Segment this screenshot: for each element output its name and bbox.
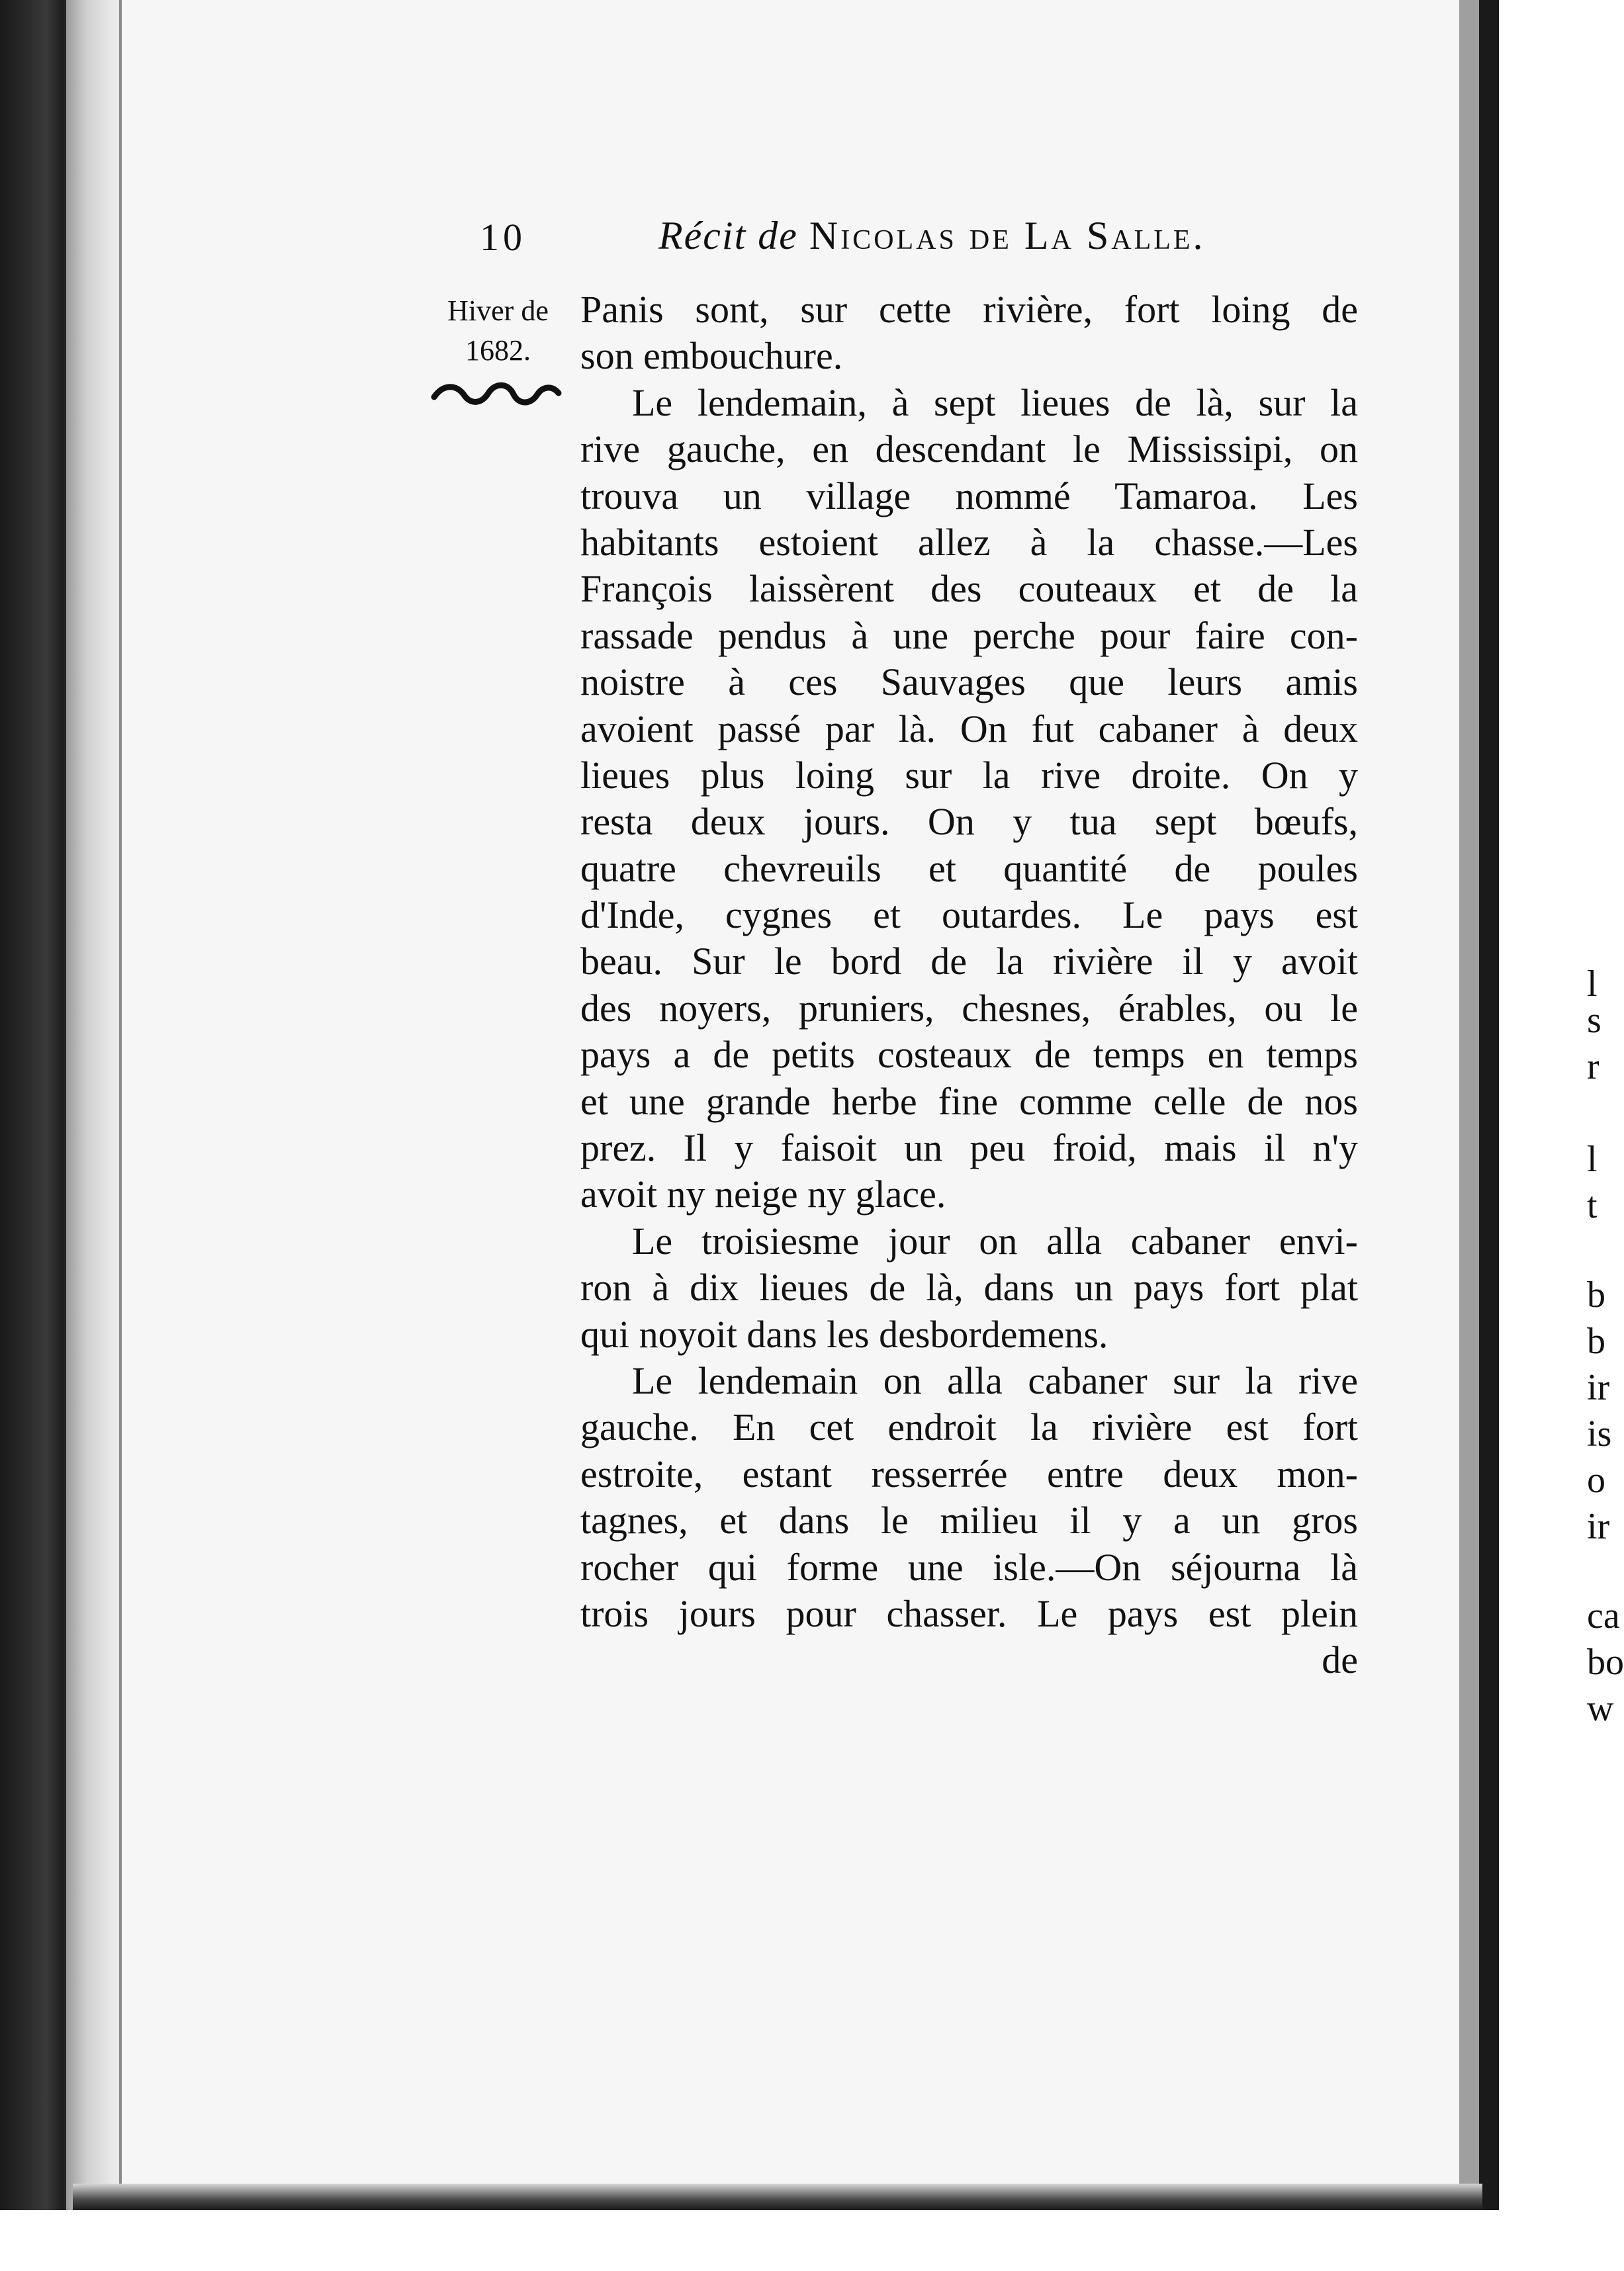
text-line: resta deux jours. On y tua sept bœufs, — [580, 800, 1358, 844]
page-bottom-edge — [73, 2184, 1482, 2210]
facing-fragment: l — [1587, 963, 1598, 1004]
text-line: lieues plus loing sur la rive droite. On y — [580, 753, 1358, 797]
text-line: pays a de petits costeaux de temps en temps — [580, 1033, 1358, 1077]
scan-bottom-margin — [0, 2210, 1612, 2271]
text-line: trois jours pour chasser. Le pays est plein — [580, 1591, 1358, 1635]
text-line: ron à dix lieues de là, dans un pays fort plat — [580, 1266, 1358, 1310]
facing-fragment: b — [1587, 1321, 1605, 1362]
text-line: avoient passé par là. On fut cabaner à deux — [580, 707, 1358, 750]
facing-fragment: r — [1587, 1046, 1600, 1087]
text-line: d'Inde, cygnes et outardes. Le pays est — [580, 893, 1358, 937]
text-line: avoit ny neige ny glace. — [580, 1173, 946, 1216]
text-line: qui noyoit dans les desbordemens. — [580, 1312, 1108, 1356]
text-line: quatre chevreuils et quantité de poules — [580, 846, 1358, 890]
margin-note-line: 1682. — [465, 334, 531, 367]
facing-fragment: s — [1587, 1000, 1601, 1041]
running-head — [658, 213, 1206, 259]
margin-note-line: Hiver de — [447, 294, 549, 327]
running-head-smallcaps: Nicolas de La Salle. — [809, 214, 1206, 257]
facing-fragment: l — [1587, 1139, 1598, 1180]
facing-fragment: b — [1587, 1274, 1605, 1315]
text-line: François laissèrent des couteaux et de la — [580, 567, 1358, 611]
text-line: noistre à ces Sauvages que leurs amis — [580, 660, 1358, 704]
text-line: rive gauche, en descendant le Mississipi, on — [580, 427, 1358, 471]
text-line: prez. Il y faisoit un peu froid, mais il n'y — [580, 1126, 1358, 1170]
margin-note — [433, 291, 563, 371]
text-line: estroite, estant resserrée entre deux mon- — [580, 1452, 1358, 1495]
facing-fragment: t — [1587, 1185, 1598, 1226]
facing-fragment: is — [1587, 1413, 1612, 1454]
text-line: beau. Sur le bord de la rivière il y avoit — [580, 940, 1358, 983]
wavy-ornament-icon — [430, 371, 563, 410]
running-head-italic: Récit de — [658, 214, 798, 257]
text-line: des noyers, pruniers, chesnes, érables, ou le — [580, 986, 1358, 1030]
body-text — [580, 287, 1358, 1684]
facing-fragment: ca — [1587, 1595, 1620, 1636]
facing-fragment: w — [1587, 1688, 1614, 1729]
catchword: de — [1322, 1638, 1358, 1682]
text-line: habitants estoient allez à la chasse.—Les — [580, 520, 1358, 564]
text-line: Panis sont, sur cette rivière, fort loing de — [580, 288, 1358, 331]
text-line: et une grande herbe fine comme celle de nos — [580, 1079, 1358, 1123]
text-line: tagnes, et dans le milieu il y a un gros — [580, 1499, 1358, 1542]
text-line: son embouchure. — [580, 334, 843, 378]
facing-fragment: bo — [1587, 1642, 1624, 1683]
text-line: Le lendemain on alla cabaner sur la rive — [632, 1358, 1358, 1402]
facing-fragment: ir — [1587, 1367, 1610, 1408]
text-line: Le lendemain, à sept lieues de là, sur la — [632, 380, 1358, 424]
facing-fragment: ir — [1587, 1506, 1610, 1547]
text-line: gauche. En cet endroit la rivière est fort — [580, 1405, 1358, 1449]
text-line: Le troisiesme jour on alla cabaner envi- — [632, 1219, 1358, 1263]
text-line: trouva un village nommé Tamaroa. Les — [580, 474, 1358, 517]
text-line: rocher qui forme une isle.—On séjourna là — [580, 1545, 1358, 1589]
facing-page — [1499, 0, 1612, 2271]
page-number: 10 — [480, 216, 526, 259]
text-line: rassade pendus à une perche pour faire con- — [580, 613, 1358, 657]
page-right-edge — [1479, 0, 1499, 2210]
facing-fragment: o — [1587, 1460, 1605, 1501]
